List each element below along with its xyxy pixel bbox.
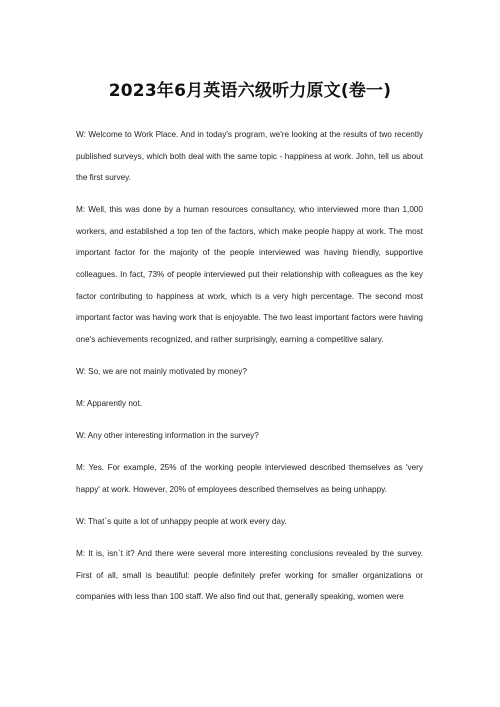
paragraph-8: M: It is, isn`t it? And there were several more interesting conclusions revealed by the survey. First of all, small is beautiful: people definitely prefer working for smaller organizations or companies with less than 100 staff. We also find out that, generally speaking, women were: [76, 549, 423, 602]
paragraph-4: M: Apparently not.: [76, 399, 142, 409]
paragraph-7: W: That`s quite a lot of unhappy people at work every day.: [76, 516, 287, 526]
paragraph-1: W: Welcome to Work Place. And in today's program, we're looking at the results of two recently published surveys, which both deal with the same topic - happiness at work. John, tell us about the first survey.: [76, 130, 423, 183]
paragraph-2: M: Well, this was done by a human resources consultancy, who interviewed more than 1,000 workers, and established a top ten of the factors, which make people happy at work. The most important factor for the majority of the people interviewed was having friendly, supportive colleagues. In fact, 73% of people interviewed put their relationship with colleagues as the key factor contributing to happiness at work, which is a very high percentage. The second most important factor was having work that is enjoyable. The two least important factors were having one's achievements recognized, and rather surprisingly, earning a competitive salary.: [76, 205, 423, 344]
paragraph-5: W: Any other interesting information in the survey?: [76, 431, 259, 441]
paragraph-3: W: So, we are not mainly motivated by money?: [76, 366, 247, 376]
paragraph-6: M: Yes. For example, 25% of the working people interviewed described themselves as 'very happy' at work. However, 20% of employees described themselves as being unhappy.: [76, 463, 423, 494]
document-body: [76, 124, 423, 618]
document-title: 2023年6月英语六级听力原文(卷一): [108, 81, 392, 101]
